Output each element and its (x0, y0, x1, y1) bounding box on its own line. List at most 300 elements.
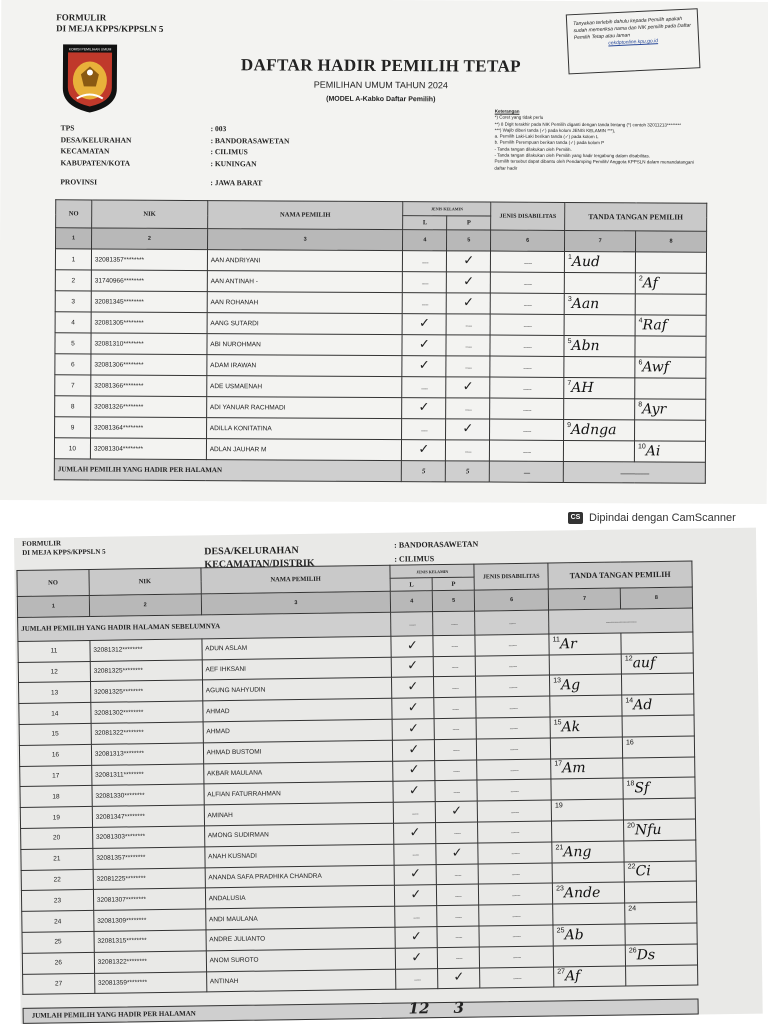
col-header-p: P (447, 216, 491, 230)
signature-number: 20 (627, 822, 635, 830)
info-row (60, 157, 289, 170)
info-key: TPS (60, 123, 75, 133)
row-l-checkbox[interactable]: ........ (403, 272, 447, 293)
row-nik: 32081307******** (93, 888, 205, 910)
row-l-checkbox[interactable]: ✓ (402, 356, 446, 377)
signature-mark: Am (562, 760, 586, 777)
row-no: 10 (54, 438, 90, 459)
page-subtitle: PEMILIHAN UMUM TAHUN 2024 (313, 79, 448, 91)
signature-left (551, 758, 623, 780)
row-no: 25 (22, 931, 94, 953)
row-disabilitas: .......... (476, 675, 550, 697)
signature-right (621, 653, 693, 675)
row-p-checkbox[interactable]: ........ (437, 884, 479, 905)
keterangan-item: a. Pemilih Laki-Laki berikan tanda (✓) pada kolom L (494, 133, 599, 140)
signature-number: 5 (567, 337, 572, 345)
col-header-disabilitas: JENIS DISABILITAS (491, 202, 565, 230)
info-row (60, 176, 289, 189)
row-p-checkbox[interactable]: ✓ (447, 251, 491, 272)
col-number: 8 (620, 587, 692, 609)
row-l-checkbox[interactable]: ........ (402, 419, 446, 440)
row-p-checkbox[interactable]: ✓ (436, 801, 478, 822)
row-p-checkbox[interactable]: ........ (434, 656, 476, 677)
notice-text: Tanyakan terlebih dahulu kepada Pemilih apakah sudah memeriksa nama dan NIK pemilih pada Daftar Pemilih Tetap atau laman (573, 15, 692, 42)
row-nik: 32081347******** (92, 805, 204, 827)
signature-left (551, 799, 623, 821)
row-disabilitas: .......... (477, 738, 551, 760)
row-no: 27 (23, 973, 95, 995)
signature-number: 8 (638, 401, 643, 409)
signature-mark: Adnga (571, 421, 617, 439)
keterangan-item: b. Pemilih Perempuan berikan tanda (✓) pada kolom P (494, 140, 605, 146)
row-p-checkbox[interactable]: ........ (433, 635, 475, 656)
row-p-checkbox[interactable]: ........ (446, 335, 490, 356)
row-p-checkbox[interactable]: ........ (446, 440, 490, 461)
row-nik: 32081322******** (94, 951, 206, 973)
signature-number: 24 (628, 905, 637, 913)
signature-mark: Ds (636, 946, 656, 963)
signature-mark: Sf (634, 780, 650, 797)
row-nama: ADLAN JAUHAR M (206, 439, 402, 461)
row-disabilitas: .......... (490, 377, 564, 398)
info-key: KECAMATAN (60, 146, 110, 156)
row-disabilitas: .......... (477, 759, 551, 781)
signature-mark: Aud (571, 253, 601, 271)
info-key: PROVINSI (60, 177, 98, 187)
row-nama: AHMAD (203, 719, 393, 742)
signature-left (552, 820, 624, 842)
logo-text: KOMISI PEMILIHAN UMUM (68, 47, 112, 52)
kecamatan-value: : CILIMUS (394, 554, 435, 564)
kpu-logo-icon (59, 40, 121, 114)
signature-mark: Ar (559, 635, 577, 653)
signature-right (622, 736, 694, 758)
col-number: 7 (548, 588, 620, 610)
signature-number: 7 (567, 379, 572, 387)
row-nama: AHMAD (202, 698, 392, 721)
signature-left (564, 251, 635, 272)
keterangan-item: **) 8 Digit terakhir pada NIK Pemilih diganti dengan tanda bintang (*) contoh 32011213******** (494, 121, 681, 128)
row-l-checkbox[interactable]: ........ (403, 251, 447, 272)
signature-mark: Ai (645, 443, 661, 460)
col-header-tanda-tangan: TANDA TANGAN PEMILIH (565, 202, 707, 231)
signature-left (553, 903, 625, 925)
row-nama: AEF IHKSANI (202, 657, 392, 680)
row-nik: 32081304******** (90, 438, 206, 460)
signature-left (564, 314, 635, 335)
row-nik: 32081302******** (91, 701, 203, 723)
signature-mark: Ayr (642, 401, 667, 418)
signature-left (564, 272, 635, 293)
row-l-checkbox[interactable]: ✓ (402, 314, 446, 335)
info-key: KABUPATEN/KOTA (60, 157, 131, 168)
notice-box (566, 8, 701, 74)
row-nama: AAN ANTINAH - (207, 271, 403, 293)
row-no: 4 (55, 312, 91, 333)
form-label (56, 12, 163, 35)
row-l-checkbox[interactable]: ✓ (394, 864, 436, 885)
row-nik: 32081303******** (92, 826, 204, 848)
row-disabilitas: .......... (490, 356, 564, 377)
signature-right (624, 840, 696, 862)
signature-number: 18 (626, 780, 635, 788)
row-disabilitas: .......... (478, 821, 552, 843)
row-p-checkbox[interactable]: ........ (435, 760, 477, 781)
camscanner-icon: CS (568, 512, 583, 524)
info-value: : CILIMUS (210, 147, 248, 157)
signature-number: 12 (624, 655, 633, 663)
row-l-checkbox[interactable]: ✓ (392, 698, 434, 719)
signature-mark: Ag (560, 677, 581, 694)
signature-right (623, 798, 695, 820)
col-number: 3 (201, 591, 391, 614)
col-number: 4 (403, 230, 447, 251)
row-nama: AAN ROHANAH (207, 292, 403, 314)
voter-attendance-table (54, 199, 707, 483)
signature-number: 16 (625, 739, 634, 747)
row-nama: AGUNG NAHYUDIN (202, 678, 392, 701)
row-nama: ANDRE JULIANTO (206, 927, 396, 950)
prev-p: ........ (433, 611, 475, 636)
row-no: 22 (21, 869, 93, 891)
signature-number: 19 (554, 802, 563, 810)
col-number: 6 (491, 230, 565, 251)
prev-dis: ........ (475, 610, 549, 635)
signature-left (552, 841, 624, 863)
row-no: 23 (21, 890, 93, 912)
row-nama: ABI NUROHMAN (207, 334, 403, 356)
signature-number: 17 (554, 760, 563, 768)
form-title-line: DI MEJA KPPS/KPPSLN 5 (56, 23, 164, 34)
signature-left (550, 716, 622, 738)
signature-right (624, 819, 696, 841)
signature-number: 4 (638, 317, 643, 325)
sum-p: 3 (453, 998, 465, 1017)
row-p-checkbox[interactable]: ✓ (438, 968, 480, 989)
keterangan-title: Keterangan (494, 108, 520, 114)
info-value: : JAWA BARAT (210, 178, 263, 188)
row-nik: 32081345******** (91, 291, 207, 313)
row-p-checkbox[interactable]: ........ (446, 398, 490, 419)
voter-attendance-table-continued (16, 561, 698, 996)
row-l-checkbox[interactable]: ✓ (391, 635, 433, 656)
signature-right (635, 399, 706, 420)
row-nik: 32081357******** (91, 249, 207, 271)
signature-right (635, 315, 706, 336)
row-no: 9 (55, 417, 91, 438)
row-nik: 32081330******** (92, 784, 204, 806)
row-disabilitas: .......... (477, 800, 551, 822)
signature-mark: Ande (563, 885, 601, 902)
camscanner-text: Dipindai dengan CamScanner (589, 512, 736, 524)
row-p-checkbox[interactable]: ........ (434, 718, 476, 739)
row-p-checkbox[interactable]: ........ (436, 822, 478, 843)
signature-left (564, 293, 635, 314)
row-disabilitas: .......... (490, 314, 564, 335)
signature-left (553, 945, 625, 967)
col-header-tanda-tangan: TANDA TANGAN PEMILIH (548, 561, 692, 589)
row-disabilitas: .......... (490, 440, 564, 461)
row-p-checkbox[interactable]: ........ (436, 864, 478, 885)
row-l-checkbox[interactable]: ✓ (402, 335, 446, 356)
row-nik: 32081326******** (91, 396, 207, 418)
signature-left (554, 966, 626, 988)
col-header-jenis-kelamin: JENIS KELAMIN (390, 564, 474, 578)
row-nama: ADE USMAENAH (206, 376, 402, 398)
row-l-checkbox[interactable]: ✓ (402, 398, 446, 419)
row-l-checkbox[interactable]: ........ (402, 377, 446, 398)
signature-number: 25 (556, 927, 565, 935)
sum-l: 5 (402, 461, 446, 482)
signature-left (564, 335, 635, 356)
signature-left (563, 440, 634, 461)
row-l-checkbox[interactable]: ✓ (393, 739, 435, 760)
form-title-line: FORMULIR (56, 12, 107, 23)
row-l-checkbox[interactable]: ✓ (392, 656, 434, 677)
row-no: 17 (20, 765, 92, 787)
row-no: 16 (19, 744, 91, 766)
signature-number: 6 (638, 359, 643, 367)
row-nama: ADAM IRAWAN (207, 355, 403, 377)
signature-left (552, 862, 624, 884)
row-nik: 31740966******** (91, 270, 207, 292)
row-no: 20 (21, 827, 93, 849)
keterangan-item: ***) Wajib diberi tanda (✓) pada kolom JENIS KELAMIN ***), (494, 127, 616, 134)
row-disabilitas: .......... (478, 863, 552, 885)
row-nama: AAN ANDRIYANI (207, 250, 403, 272)
row-nik: 32081322******** (91, 722, 203, 744)
signature-right (634, 441, 705, 462)
row-no: 1 (55, 249, 91, 270)
row-no: 3 (55, 291, 91, 312)
sum-dis: ........ (489, 461, 563, 482)
col-header-nama: NAMA PEMILIH (201, 565, 391, 594)
signature-mark: Af (642, 275, 658, 292)
signature-right (635, 420, 706, 441)
signature-left (564, 398, 635, 419)
col-header-nama: NAMA PEMILIH (207, 201, 403, 230)
row-p-checkbox[interactable]: ........ (446, 356, 490, 377)
row-disabilitas: .......... (475, 634, 549, 656)
signature-mark: Ci (635, 863, 651, 880)
row-l-checkbox[interactable]: ........ (394, 802, 436, 823)
signature-mark: Abn (571, 337, 600, 355)
signature-number: 14 (625, 697, 634, 705)
row-p-checkbox[interactable]: ✓ (446, 419, 490, 440)
info-key: DESA/KELURAHAN (60, 134, 132, 145)
col-number: 5 (433, 590, 475, 611)
row-disabilitas: .......... (476, 696, 550, 718)
row-l-checkbox[interactable]: ✓ (393, 781, 435, 802)
form-page-2 (14, 528, 763, 1024)
signature-left (550, 737, 622, 759)
signature-left (550, 674, 622, 696)
signature-right (626, 965, 698, 987)
row-no: 15 (19, 723, 91, 745)
row-l-checkbox[interactable]: ✓ (396, 947, 438, 968)
row-disabilitas: .......... (475, 655, 549, 677)
notice-link: cekdptonline.kpu.go.id (608, 38, 659, 47)
col-number: 1 (56, 228, 92, 249)
row-p-checkbox[interactable]: ........ (434, 697, 476, 718)
row-nama: AANG SUTARDI (207, 313, 403, 335)
row-nik: 32081225******** (93, 867, 205, 889)
row-nama: ANTINAH (206, 969, 396, 992)
row-nik: 32081325******** (90, 680, 202, 702)
row-l-checkbox[interactable]: ✓ (394, 823, 436, 844)
row-no: 7 (55, 375, 91, 396)
row-p-checkbox[interactable]: ........ (434, 676, 476, 697)
row-nama: ANDALUSIA (205, 886, 395, 909)
row-no: 21 (21, 848, 93, 870)
col-number: 7 (565, 230, 636, 251)
col-number: 6 (475, 589, 549, 611)
row-nama: AMINAH (204, 802, 394, 825)
row-l-checkbox[interactable]: ........ (403, 293, 447, 314)
signature-number: 2 (638, 275, 643, 283)
sum-p: 5 (446, 461, 490, 482)
row-nama: AHMAD BUSTOMI (203, 740, 393, 763)
row-no: 19 (20, 807, 92, 829)
row-nama: ANOM SUROTO (206, 948, 396, 971)
signature-number: 11 (552, 636, 560, 644)
row-no: 6 (55, 354, 91, 375)
row-p-checkbox[interactable]: ........ (435, 739, 477, 760)
row-no: 5 (55, 333, 91, 354)
row-l-checkbox[interactable]: ✓ (395, 927, 437, 948)
row-disabilitas: .......... (477, 779, 551, 801)
signature-mark: Ab (564, 926, 584, 944)
sum-label: JUMLAH PEMILIH YANG HADIR PER HALAMAN (31, 1009, 196, 1020)
location-info (60, 122, 289, 189)
row-nik: 32081357******** (93, 847, 205, 869)
signature-mark: Awf (642, 359, 670, 376)
row-no: 18 (20, 786, 92, 808)
signature-number: 26 (628, 946, 637, 955)
signature-mark: Ang (563, 843, 592, 861)
location-values (394, 538, 478, 567)
row-p-checkbox[interactable]: ✓ (446, 377, 490, 398)
page-title: DAFTAR HADIR PEMILIH TETAP (240, 55, 522, 76)
signature-right (625, 923, 697, 945)
signature-right (635, 378, 706, 399)
kecamatan-label: KECAMATAN/DISTRIK (204, 557, 315, 571)
row-nama: ADI YANUAR RACHMADI (206, 397, 402, 419)
row-l-checkbox[interactable]: ✓ (393, 760, 435, 781)
signature-mark: Af (564, 968, 581, 985)
row-nik: 32081359******** (94, 971, 206, 993)
row-disabilitas: .......... (490, 272, 564, 293)
signature-left (564, 356, 635, 377)
signature-right (635, 336, 706, 357)
signature-mark: Ak (561, 718, 581, 736)
row-p-checkbox[interactable]: ........ (446, 314, 490, 335)
row-p-checkbox[interactable]: ✓ (447, 272, 491, 293)
signature-right (625, 902, 697, 924)
row-nama: ALFIAN FATURRAHMAN (204, 782, 394, 805)
keterangan-item: *) Coret yang tidak perlu (494, 114, 544, 121)
signature-mark: Ad (633, 697, 653, 714)
col-header-l: L (403, 216, 447, 230)
signature-right (624, 861, 696, 883)
col-number: 8 (636, 231, 707, 252)
col-number: 2 (91, 228, 207, 250)
row-p-checkbox[interactable]: ........ (435, 780, 477, 801)
row-nik: 32081312******** (90, 639, 202, 661)
signature-number: 13 (553, 677, 562, 685)
row-disabilitas: .......... (476, 717, 550, 739)
row-p-checkbox[interactable]: ........ (437, 905, 479, 926)
row-l-checkbox[interactable]: ✓ (395, 885, 437, 906)
row-disabilitas: .......... (478, 842, 552, 864)
signature-number: 27 (557, 968, 566, 976)
row-nik: 32081306******** (91, 354, 207, 376)
row-disabilitas: .......... (490, 398, 564, 419)
signature-number: 22 (627, 863, 636, 871)
prev-ttd: ...................................... (549, 608, 693, 634)
row-l-checkbox[interactable]: ✓ (402, 440, 446, 461)
row-nik: 32081305******** (91, 312, 207, 334)
signature-number: 9 (567, 421, 572, 429)
row-nama: AMONG SUDIRMAN (204, 823, 394, 846)
form-title-line: FORMULIR (22, 539, 62, 548)
keterangan-item: - Tanda tangan dilakukan oleh Pemilih yang hadir tergabung dalam disabilitas. (494, 152, 651, 159)
row-p-checkbox[interactable]: ✓ (446, 293, 490, 314)
sum-label: JUMLAH PEMILIH YANG HADIR PER HALAMAN (54, 459, 401, 482)
signature-right (622, 715, 694, 737)
form-title-line: DI MEJA KPPS/KPPSLN 5 (22, 547, 106, 557)
signature-right (635, 252, 706, 273)
signature-number: 1 (568, 253, 572, 261)
info-value: : 003 (210, 124, 227, 134)
form-page-1 (0, 0, 768, 504)
row-disabilitas: .......... (490, 419, 564, 440)
signature-number: 23 (556, 885, 564, 893)
col-header-nik: NIK (92, 200, 208, 229)
col-header-disabilitas: JENIS DISABILITAS (474, 563, 548, 590)
signature-right (625, 944, 697, 966)
row-l-checkbox[interactable]: ✓ (392, 677, 434, 698)
row-p-checkbox[interactable]: ✓ (436, 843, 478, 864)
row-nik: 32081364******** (90, 417, 206, 439)
row-l-checkbox[interactable]: ........ (394, 843, 436, 864)
signature-left (551, 778, 623, 800)
row-p-checkbox[interactable]: ........ (437, 926, 479, 947)
row-nama: ANAH KUSNADI (204, 844, 394, 867)
row-nama: ADUN ASLAM (202, 636, 392, 659)
camscanner-watermark (568, 512, 736, 524)
signature-mark: Raf (642, 317, 667, 334)
row-nama: ADILLA KONITATINA (206, 418, 402, 440)
row-l-checkbox[interactable]: ✓ (392, 719, 434, 740)
form-label (22, 539, 106, 558)
row-l-checkbox[interactable]: ........ (395, 906, 437, 927)
row-no: 8 (55, 396, 91, 417)
row-l-checkbox[interactable]: ........ (396, 968, 438, 989)
row-disabilitas: .......... (480, 967, 554, 989)
row-nik: 32081313******** (91, 743, 203, 765)
row-nama: ANANDA SAFA PRADHIKA CHANDRA (205, 865, 395, 888)
signature-left (564, 419, 635, 440)
signature-right (635, 294, 706, 315)
info-value: : KUNINGAN (210, 158, 257, 168)
row-p-checkbox[interactable]: ........ (438, 947, 480, 968)
signature-left (553, 924, 625, 946)
col-number: 5 (447, 230, 491, 251)
row-no: 2 (55, 270, 91, 291)
page2-sum-row (23, 998, 699, 1023)
info-value: : BANDORASAWETAN (210, 135, 290, 146)
